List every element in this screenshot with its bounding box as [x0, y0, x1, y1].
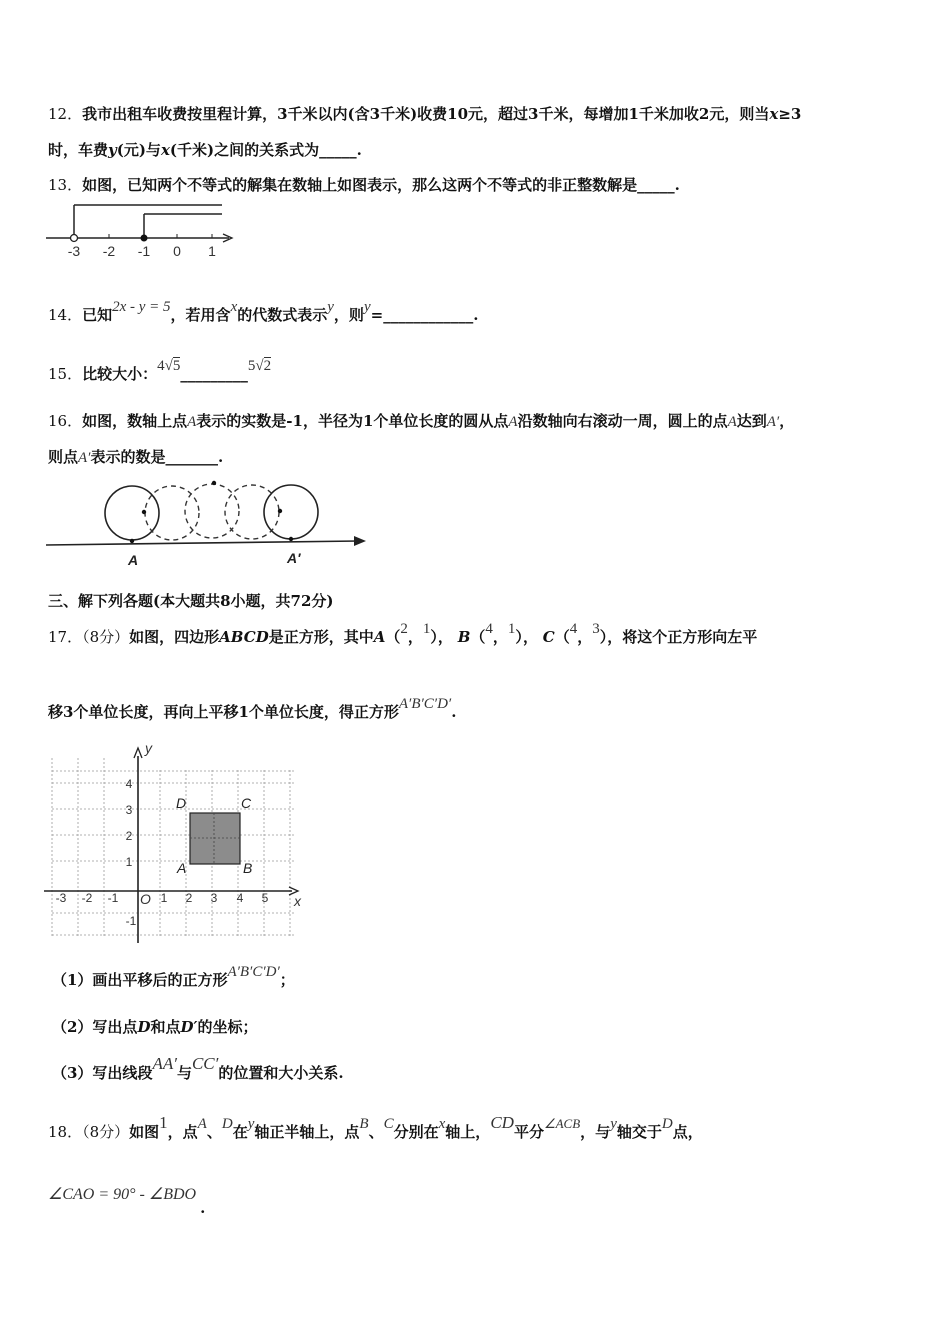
q18-text-2: ，点: [167, 1123, 198, 1141]
q17-part-3: [52, 1054, 344, 1083]
q13-end: .: [674, 176, 680, 194]
q12-end: .: [356, 141, 362, 159]
q18-var-A: A: [197, 1116, 207, 1132]
q18-text-8: 轴上，: [445, 1123, 491, 1141]
q17-y-tick: 2: [125, 829, 133, 843]
q17-p1-label: （1）画出平移后的正方形: [52, 971, 228, 989]
q16-var-A-2: A: [508, 414, 518, 430]
q17-origin-label: O: [140, 891, 151, 907]
q14-text-5: =: [370, 306, 384, 324]
q16-var-A: A: [187, 414, 197, 430]
q17-part-1: [52, 964, 295, 991]
q18-text-4: 在: [232, 1123, 248, 1141]
q12-line2: [48, 140, 362, 160]
q17-p3-CC: CC′: [191, 1054, 219, 1073]
q16-text-5: ，: [779, 412, 795, 430]
q17-vertex-C: C: [241, 795, 252, 811]
q15-a-radicand: 5: [172, 358, 181, 374]
q18-score: （8分）: [82, 1123, 130, 1141]
q17-y-tick: 3: [125, 803, 133, 817]
q17-grid-figure: [44, 738, 314, 948]
q17-vertex-A: A: [177, 860, 187, 876]
q17-p2-end: 的坐标；: [197, 1018, 258, 1036]
q14-text-3: 的代数式表示: [237, 306, 328, 324]
q15-blank[interactable]: _________: [180, 365, 248, 383]
q18-formula: ∠CAO = 90° - ∠BDO: [48, 1186, 197, 1203]
end-circle-icon: [264, 485, 318, 539]
q17-c-x: 4: [569, 621, 578, 637]
q17-point-A: A: [373, 628, 386, 646]
q16-blank[interactable]: _______: [165, 448, 218, 466]
q16-line1: [48, 411, 794, 432]
q16-rolling-circle-figure: [44, 475, 374, 575]
q13-line: [48, 175, 680, 195]
q12-var-y: y: [108, 141, 117, 159]
q17-sep: ，: [522, 628, 538, 646]
q18-fig-number: 1: [159, 1113, 168, 1132]
q17-vertex-B: B: [243, 860, 253, 876]
q18-var-y-2: y: [610, 1116, 617, 1132]
q15-number: 15．: [48, 365, 83, 383]
q13-blank[interactable]: _____: [637, 176, 675, 194]
q13-tick-label: -3: [67, 243, 81, 259]
q16-fig-label-Aprime: A′: [287, 550, 301, 566]
q18-var-C: C: [383, 1116, 394, 1132]
q12-text-2a: 时，车费: [48, 141, 109, 159]
q16-text-7: 表示的数是: [90, 448, 166, 466]
q17-rparen: ）: [430, 628, 438, 646]
q16-var-Aprime-2: A′: [78, 450, 91, 466]
q16-fig-label-A: A: [128, 552, 139, 568]
q17-y-axis-label: y: [145, 740, 152, 756]
q12-text-2c: (千米)之间的关系式为: [169, 141, 320, 159]
q16-text-6: 则点: [48, 448, 79, 466]
q17-comma: ，: [407, 628, 423, 646]
q15-expr-b: [248, 358, 271, 374]
q14-text-2: ，若用含: [170, 306, 231, 324]
q17-ABCD: ABCD: [219, 628, 269, 646]
q18-var-D-2: D: [661, 1116, 673, 1132]
q17-b-y: 1: [507, 621, 516, 637]
q18-angle-ACB: ∠ACB: [543, 1116, 581, 1131]
q18-text-9: 平分: [513, 1123, 544, 1141]
q17-comma: ，: [492, 628, 508, 646]
q12-line1: [48, 104, 801, 124]
q14-var-y-2: y: [363, 299, 371, 315]
q17-point-B: B: [457, 628, 471, 646]
section-3-heading: 三、解下列各题(本大题共8小题，共72分): [48, 592, 334, 610]
q17-x-axis-label: x: [294, 893, 301, 909]
q17-square-prime: A′B′C′D′: [398, 696, 452, 712]
q13-tick-label: -1: [137, 243, 151, 259]
q14-blank[interactable]: ____________: [383, 306, 474, 324]
q13-number-line-figure: [44, 200, 244, 260]
q17-lparen: （: [385, 628, 401, 646]
q17-lparen: （: [470, 628, 486, 646]
q17-sep: ，: [437, 628, 453, 646]
q17-text-1: 如图，四边形: [129, 628, 220, 646]
q13-text: 如图，已知两个不等式的解集在数轴上如图表示，那么这两个不等式的非正整数解是: [82, 176, 638, 194]
q17-point-C: C: [542, 628, 555, 646]
q14-text-1: 已知: [82, 306, 113, 324]
q17-p2-D: D: [137, 1018, 151, 1036]
q14-line: [48, 299, 479, 326]
q16-text-3: 沿数轴向右滚动一周，圆上的点: [517, 412, 728, 430]
q17-text-2: 是正方形，其中: [268, 628, 374, 646]
sqrt-icon: √: [164, 358, 173, 374]
q17-x-tick: 2: [185, 891, 193, 905]
q17-x-tick: -3: [55, 891, 67, 905]
q16-text-4: 达到: [736, 412, 767, 430]
q16-text-2: 表示的实数是-1，半径为1个单位长度的圆从点: [196, 412, 509, 430]
q12-var-x: x: [769, 105, 779, 123]
q12-blank[interactable]: _____: [319, 141, 357, 159]
q17-y-tick: 4: [125, 777, 133, 791]
q18-var-y: y: [247, 1116, 255, 1132]
q18-var-B: B: [359, 1116, 369, 1132]
q18-text-10: ，与: [580, 1123, 611, 1141]
q15-b-radicand: 2: [263, 358, 272, 374]
q17-text-3: ，将这个正方形向左平: [607, 628, 758, 646]
q17-p3-AA: AA′: [152, 1054, 177, 1073]
q14-var-x: x: [230, 299, 238, 315]
q13-tick-label: 1: [208, 243, 216, 259]
q17-x-tick: -2: [81, 891, 93, 905]
q17-comma: ，: [577, 628, 593, 646]
q17-p3-and: 与: [176, 1064, 192, 1082]
q17-b-x: 4: [485, 621, 493, 637]
q14-var-y: y: [327, 299, 334, 315]
q18-var-D: D: [221, 1116, 233, 1132]
q12-text-2b: (元)与: [116, 141, 161, 159]
start-circle-icon: [105, 486, 159, 540]
q18-text-7: 分别在: [393, 1123, 439, 1141]
q18-text-1: 如图: [129, 1123, 160, 1141]
q18-text-12: 点，: [672, 1123, 703, 1141]
q17-y-tick: -1: [125, 914, 137, 928]
q17-a-y: 1: [422, 621, 431, 637]
open-point-icon: [71, 235, 78, 242]
closed-point-icon: [141, 235, 148, 242]
q15-a-coef: 4: [157, 358, 165, 374]
q16-number: 16．: [48, 412, 83, 430]
q12-var-x-2: x: [160, 141, 170, 159]
q17-x-tick: 5: [261, 891, 269, 905]
q17-end: .: [451, 703, 457, 721]
q14-number: 14．: [48, 306, 83, 324]
q17-rparen: ）: [599, 628, 608, 646]
q17-text-4: 移3个单位长度，再向上平移1个单位长度，得正方形: [48, 703, 399, 721]
q17-score: （8分）: [82, 628, 130, 646]
sqrt-icon: √: [255, 358, 264, 374]
q17-square-ABCD: [190, 813, 240, 864]
q17-p2-label: （2）写出点: [52, 1018, 138, 1036]
q17-p1-square: A′B′C′D′: [227, 964, 280, 980]
q17-p1-end: ；: [279, 971, 295, 989]
q17-y-tick: 1: [125, 855, 133, 869]
q18-text-6: 、: [368, 1123, 384, 1141]
q16-var-A-3: A: [727, 414, 737, 430]
q16-text-1: 如图，数轴上点: [82, 412, 188, 430]
q18-text-5: 轴正半轴上，点: [254, 1123, 360, 1141]
q17-line2: [48, 696, 457, 723]
q17-lparen: （: [554, 628, 570, 646]
q17-x-tick: 4: [236, 891, 244, 905]
q18-line2: [48, 1184, 206, 1217]
q13-number: 13．: [48, 176, 83, 194]
q18-number: 18．: [48, 1123, 83, 1141]
q16-line2: [48, 447, 223, 468]
q17-vertex-D: D: [176, 795, 187, 811]
q18-end: .: [200, 1199, 206, 1217]
q14-equation: 2x - y = 5: [112, 299, 171, 315]
q13-tick-label: 0: [173, 243, 181, 259]
q18-line1: [48, 1113, 703, 1143]
q17-a-x: 2: [400, 621, 408, 637]
q17-c-y: 3: [592, 621, 600, 637]
q15-b-coef: 5: [247, 358, 256, 374]
q17-part-2: [52, 1017, 257, 1037]
q17-number: 17．: [48, 628, 83, 646]
q15-expr-a: [157, 358, 180, 374]
q17-x-tick: -1: [107, 891, 119, 905]
q12-number: 12．: [48, 105, 83, 123]
q14-end: .: [473, 306, 479, 324]
q17-rparen: ）: [515, 628, 523, 646]
q18-text-11: 轴交于: [616, 1123, 662, 1141]
q17-x-tick: 3: [210, 891, 218, 905]
q17-p3-end: 的位置和大小关系.: [218, 1064, 344, 1082]
q18-text-3: 、: [206, 1123, 222, 1141]
q14-text-4: ，则: [333, 306, 364, 324]
q17-p2-Dprime: D′: [180, 1018, 198, 1036]
q17-line1: [48, 621, 758, 648]
q16-end: .: [217, 448, 224, 466]
q15-text: 比较大小：: [82, 365, 158, 383]
q17-p2-and: 和点: [150, 1018, 181, 1036]
q18-CD: CD: [490, 1113, 514, 1132]
q18-var-x: x: [438, 1116, 446, 1132]
q13-tick-label: -2: [102, 243, 116, 259]
q15-line: [48, 358, 272, 385]
q17-p3-label: （3）写出线段: [52, 1064, 153, 1082]
q16-var-Aprime: A′: [766, 414, 780, 430]
q12-condition: ≥3: [778, 105, 802, 123]
q12-text-1: 我市出租车收费按里程计算，3千米以内(含3千米)收费10元，超过3千米，每增加1千米加收2元，则当: [82, 105, 770, 123]
q17-x-tick: 1: [160, 891, 168, 905]
